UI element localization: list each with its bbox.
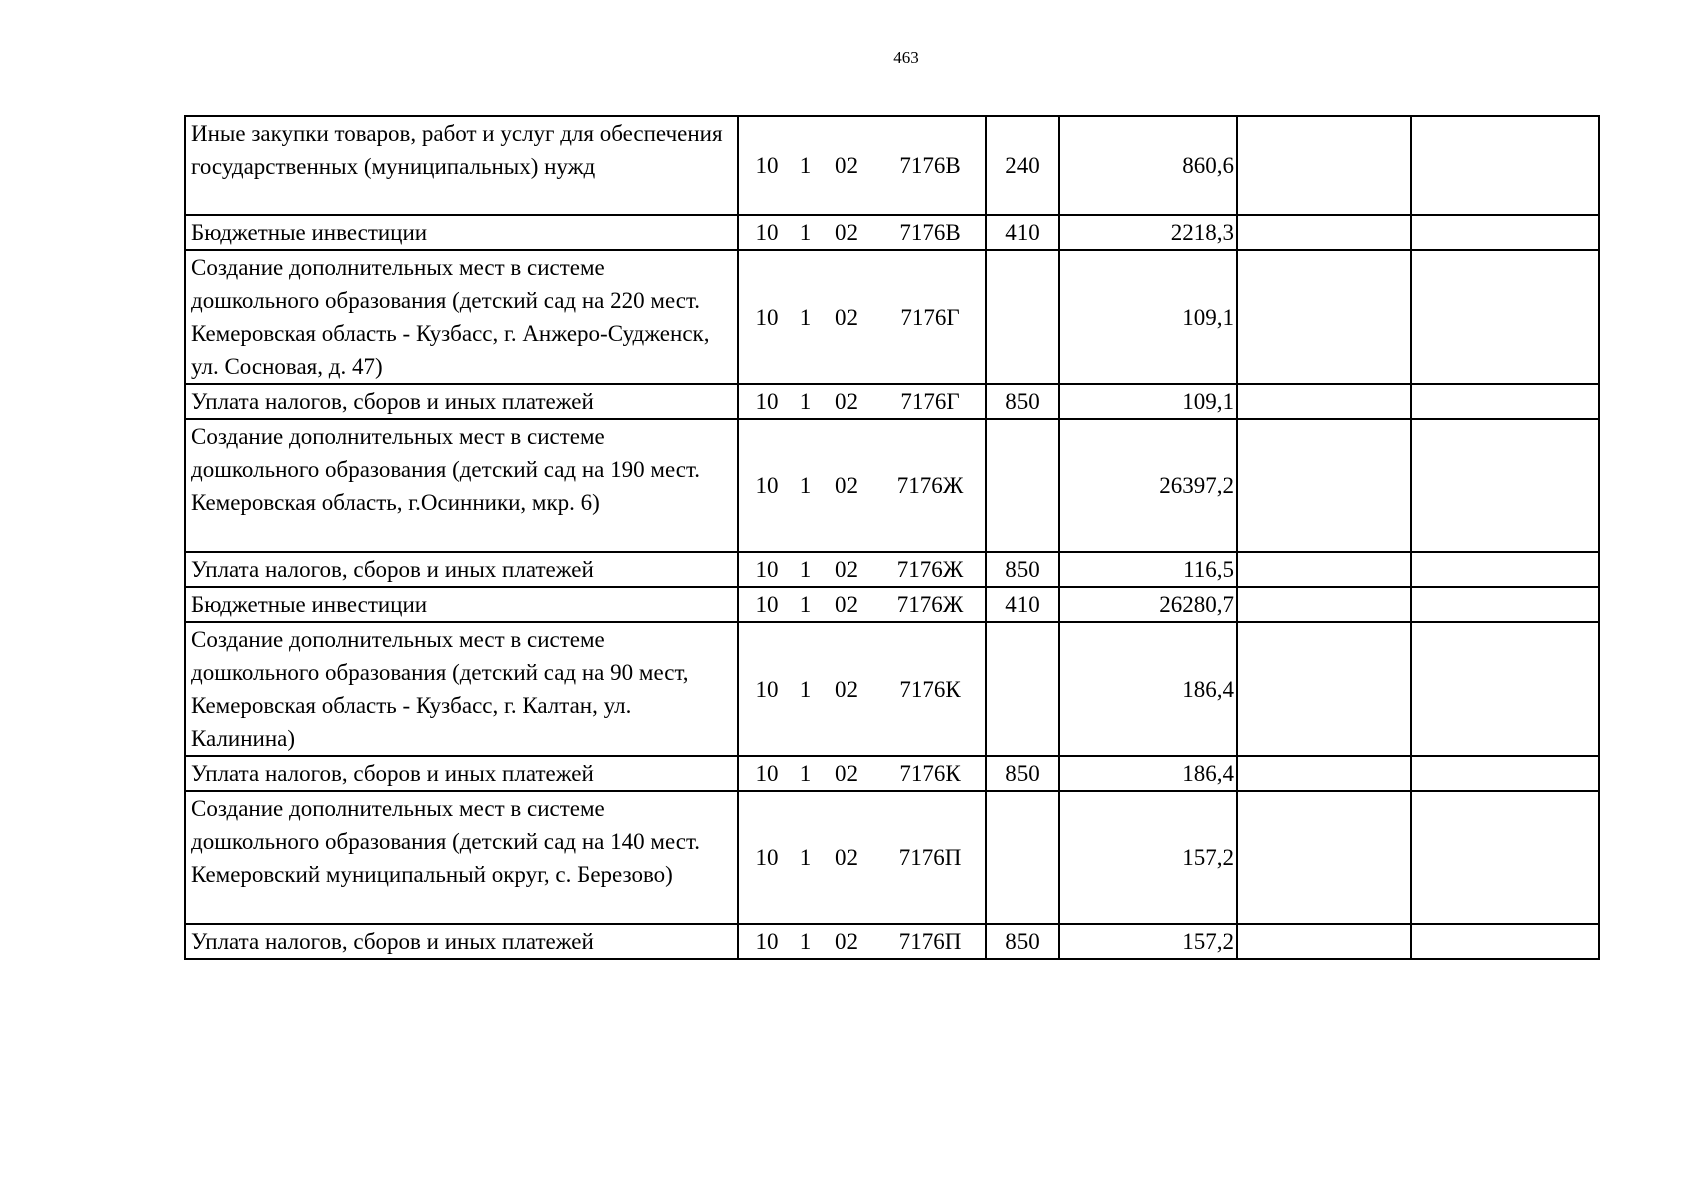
code-subprogram: 02: [835, 220, 858, 245]
row-codes: [738, 552, 986, 587]
row-col8: [1411, 791, 1599, 924]
code-program: 1: [799, 592, 812, 617]
table-row: [185, 384, 1599, 419]
row-col7: [1237, 250, 1411, 384]
row-codes: [738, 419, 986, 552]
row-name: Уплата налогов, сборов и иных платежей: [185, 756, 738, 791]
code-subprogram: 02: [835, 557, 858, 582]
page-number: 463: [893, 48, 919, 67]
row-col7: [1237, 384, 1411, 419]
code-program: 1: [799, 929, 812, 954]
row-amount: 116,5: [1059, 552, 1237, 587]
code-section: 10: [755, 761, 779, 786]
row-codes: [738, 116, 986, 215]
row-col8: [1411, 924, 1599, 959]
row-col7: [1237, 552, 1411, 587]
code-section: 10: [755, 845, 779, 870]
table-row: [185, 587, 1599, 622]
code-direction: 7176Г: [900, 304, 960, 330]
row-amount: 157,2: [1059, 791, 1237, 924]
code-direction: 7176К: [899, 676, 961, 702]
code-program: 1: [799, 761, 812, 786]
row-expense-type: 850: [986, 552, 1059, 587]
row-expense-type: 850: [986, 924, 1059, 959]
row-col8: [1411, 587, 1599, 622]
row-col7: [1237, 622, 1411, 756]
row-col8: [1411, 552, 1599, 587]
row-expense-type: [986, 622, 1059, 756]
row-name: Создание дополнительных мест в системе дошкольного образования (детский сад на 220 мест. Кемеровская область - Кузбасс, г. Анжеро-Судженск, ул. Сосновая, д. 47): [185, 250, 738, 384]
row-codes: [738, 250, 986, 384]
row-expense-type: 410: [986, 215, 1059, 250]
row-name: Бюджетные инвестиции: [185, 587, 738, 622]
row-codes: [738, 791, 986, 924]
row-col7: [1237, 756, 1411, 791]
code-program: 1: [799, 473, 812, 498]
code-subprogram: 02: [835, 845, 858, 870]
row-amount: 157,2: [1059, 924, 1237, 959]
row-col7: [1237, 419, 1411, 552]
code-direction: 7176Ж: [896, 557, 964, 582]
code-program: 1: [799, 676, 812, 702]
row-expense-type: [986, 419, 1059, 552]
row-col7: [1237, 215, 1411, 250]
row-expense-type: 410: [986, 587, 1059, 622]
row-codes: [738, 756, 986, 791]
table-row: [185, 419, 1599, 552]
table-row: [185, 924, 1599, 959]
row-amount: 186,4: [1059, 622, 1237, 756]
row-col8: [1411, 419, 1599, 552]
code-direction: 7176В: [899, 153, 961, 178]
code-section: 10: [755, 557, 779, 582]
row-amount: 109,1: [1059, 250, 1237, 384]
code-direction: 7176Ж: [896, 473, 964, 498]
row-codes: [738, 587, 986, 622]
code-program: 1: [799, 389, 812, 414]
code-direction: 7176П: [898, 929, 962, 954]
code-program: 1: [799, 153, 812, 178]
row-amount: 860,6: [1059, 116, 1237, 215]
row-expense-type: 850: [986, 756, 1059, 791]
row-expense-type: [986, 250, 1059, 384]
code-section: 10: [755, 592, 779, 617]
code-program: 1: [799, 304, 812, 330]
code-subprogram: 02: [835, 676, 858, 702]
table-row: [185, 116, 1599, 215]
row-amount: 26397,2: [1059, 419, 1237, 552]
row-name: Создание дополнительных мест в системе дошкольного образования (детский сад на 190 мест. Кемеровская область, г.Осинники, мкр. 6): [185, 419, 738, 552]
code-direction: 7176В: [899, 220, 961, 245]
row-name: Уплата налогов, сборов и иных платежей: [185, 552, 738, 587]
code-subprogram: 02: [835, 592, 858, 617]
row-codes: [738, 924, 986, 959]
code-section: 10: [755, 473, 779, 498]
row-codes: [738, 215, 986, 250]
code-section: 10: [755, 220, 779, 245]
row-amount: 2218,3: [1059, 215, 1237, 250]
code-subprogram: 02: [835, 153, 858, 178]
row-col7: [1237, 587, 1411, 622]
row-col7: [1237, 791, 1411, 924]
budget-table: [184, 115, 1600, 960]
code-program: 1: [799, 557, 812, 582]
row-name: Иные закупки товаров, работ и услуг для обеспечения государственных (муниципальных) нужд: [185, 116, 738, 215]
row-codes: [738, 384, 986, 419]
row-expense-type: 850: [986, 384, 1059, 419]
code-subprogram: 02: [835, 761, 858, 786]
row-amount: 109,1: [1059, 384, 1237, 419]
row-expense-type: 240: [986, 116, 1059, 215]
code-subprogram: 02: [835, 929, 858, 954]
row-amount: 186,4: [1059, 756, 1237, 791]
code-subprogram: 02: [835, 304, 858, 330]
row-amount: 26280,7: [1059, 587, 1237, 622]
code-section: 10: [755, 153, 779, 178]
table-row: [185, 250, 1599, 384]
row-expense-type: [986, 791, 1059, 924]
code-direction: 7176К: [899, 761, 961, 786]
table-row: [185, 215, 1599, 250]
code-program: 1: [799, 845, 812, 870]
row-name: Уплата налогов, сборов и иных платежей: [185, 924, 738, 959]
row-col8: [1411, 622, 1599, 756]
code-subprogram: 02: [835, 389, 858, 414]
row-codes: [738, 622, 986, 756]
code-section: 10: [755, 676, 779, 702]
row-col8: [1411, 116, 1599, 215]
row-col7: [1237, 116, 1411, 215]
row-name: Уплата налогов, сборов и иных платежей: [185, 384, 738, 419]
row-name: Создание дополнительных мест в системе дошкольного образования (детский сад на 140 мест. Кемеровский муниципальный округ, с. Березово): [185, 791, 738, 924]
code-section: 10: [755, 389, 779, 414]
table-row: [185, 756, 1599, 791]
row-col8: [1411, 250, 1599, 384]
row-col8: [1411, 384, 1599, 419]
code-section: 10: [755, 929, 779, 954]
code-direction: 7176Ж: [896, 592, 964, 617]
code-direction: 7176П: [898, 845, 962, 870]
row-name: Создание дополнительных мест в системе дошкольного образования (детский сад на 90 мест, Кемеровская область - Кузбасс, г. Калтан, ул. Калинина): [185, 622, 738, 756]
row-col8: [1411, 215, 1599, 250]
code-direction: 7176Г: [900, 389, 960, 414]
table-row: [185, 791, 1599, 924]
row-col7: [1237, 924, 1411, 959]
code-section: 10: [755, 304, 779, 330]
row-col8: [1411, 756, 1599, 791]
table-row: [185, 622, 1599, 756]
code-subprogram: 02: [835, 473, 858, 498]
code-program: 1: [799, 220, 812, 245]
table-row: [185, 552, 1599, 587]
row-name: Бюджетные инвестиции: [185, 215, 738, 250]
